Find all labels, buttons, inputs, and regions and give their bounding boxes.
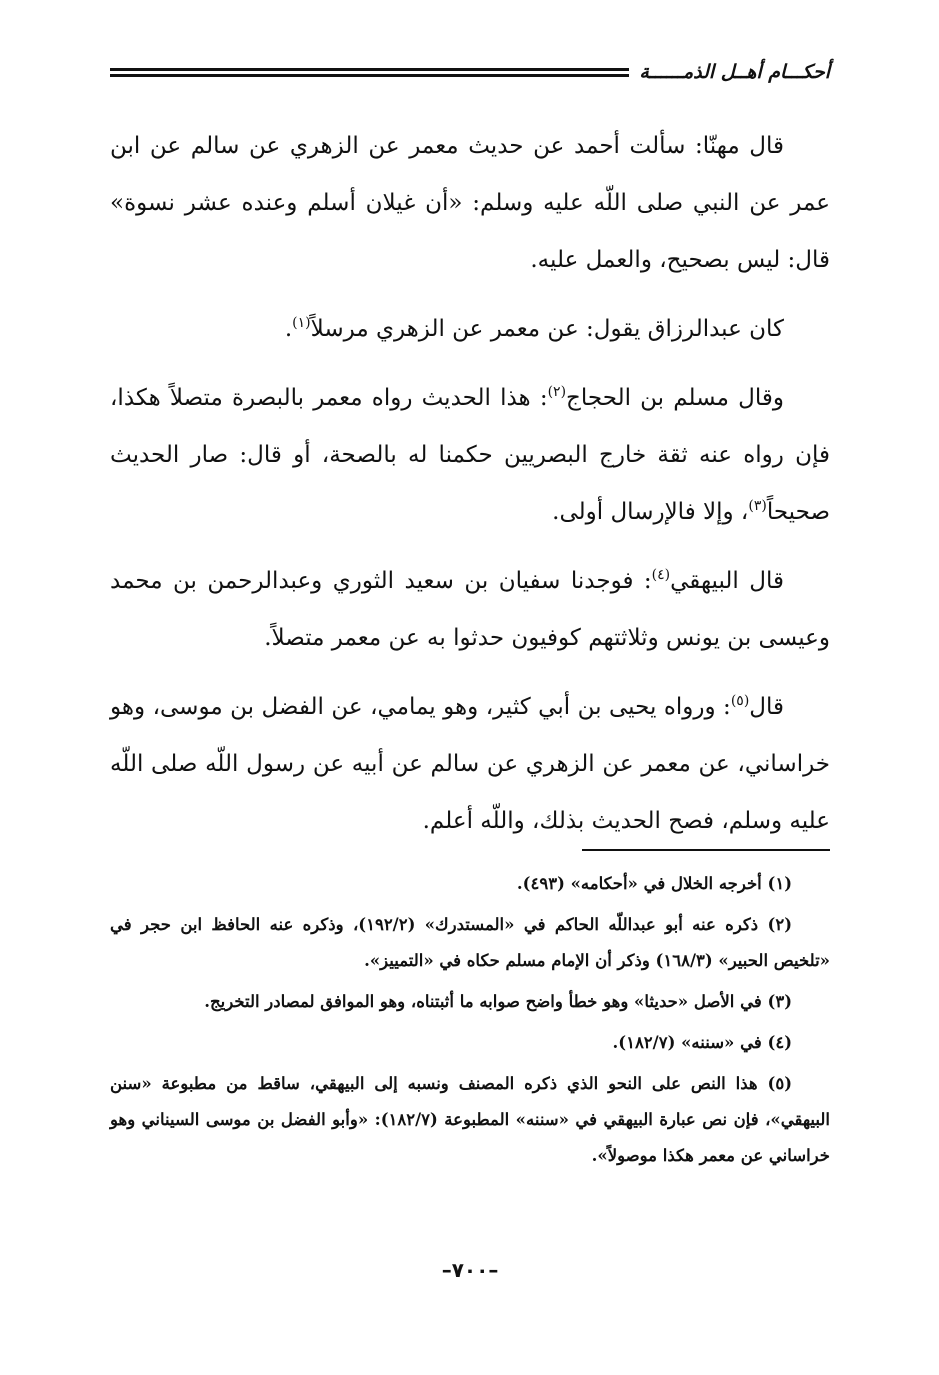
paragraph-3-middle: : هذا الحديث رواه معمر بالبصرة متصلاً هكذا، فإن رواه عنه ثقة خارج البصريين حكمنا له بالصحة، أو قال: صار الحديث صحيحاً [110, 385, 830, 525]
paragraph-3 [110, 370, 830, 541]
footnote-1: (١) أخرجه الخلال في «أحكامه» (٤٩٣). [516, 874, 792, 893]
footnote-separator [582, 849, 830, 851]
paragraph-2-text: كان عبدالرزاق يقول: عن معمر عن الزهري مرسلاً [310, 316, 784, 342]
footnote-ref-1[interactable]: (١) [292, 315, 311, 331]
book-page [110, 0, 830, 1375]
footnote-3: (٣) في الأصل «حديثا» وهو خطأ واضح صوابه ما أثبتناه، وهو الموافق لمصادر التخريج. [204, 992, 792, 1011]
running-header [110, 52, 830, 92]
paragraph-1 [110, 118, 830, 289]
paragraph-5-text: قال [749, 694, 784, 720]
paragraph-5 [110, 679, 830, 850]
paragraph-2-tail: . [284, 316, 293, 342]
page-number: –٧٠٠– [441, 1258, 499, 1282]
paragraph-3-text: وقال مسلم بن الحجاج [566, 385, 784, 411]
paragraph-4 [110, 553, 830, 667]
footnote-ref-3[interactable]: (٣) [748, 498, 767, 514]
paragraph-4-text: قال البيهقي [670, 568, 784, 594]
paragraph-1-text: قال مهنّا: سألت أحمد عن حديث معمر عن الزهري عن سالم عن ابن عمر عن النبي صلى اللّه عليه وسلم: «أن غيلان أسلم وعنده عشر نسوة» قال: ليس بصحيح، والعمل عليه. [110, 133, 830, 273]
footnotes [110, 866, 830, 1179]
header-double-rule [110, 68, 629, 77]
paragraph-2 [110, 301, 830, 358]
footnote-ref-2[interactable]: (٢) [547, 384, 567, 400]
running-header-title: أحكـــام أهــل الذمــــــة [639, 61, 830, 83]
footnote-ref-4[interactable]: (٤) [651, 567, 671, 583]
footnote-5: (٥) هذا النص على النحو الذي ذكره المصنف ونسبه إلى البيهقي، ساقط من مطبوعة «سنن البيهقي»، فإن نص عبارة البيهقي في «سننه» المطبوعة (١٨٢/٧): «وأبو الفضل بن موسى السيناني وهو خراساني عن معمر هكذا موصولاً». [110, 1074, 830, 1165]
footnote-4: (٤) في «سننه» (١٨٢/٧). [612, 1033, 792, 1052]
paragraph-5-tail: : ورواه يحيى بن أبي كثير، وهو يمامي، عن الفضل بن موسى، وهو خراساني، عن معمر عن الزهري عن سالم عن أبيه عن رسول اللّه صلى اللّه عليه وسلم، فصح الحديث بذلك، واللّه أعلم. [110, 694, 830, 834]
paragraph-4-tail: : فوجدنا سفيان بن سعيد الثوري وعبدالرحمن بن محمد وعيسى بن يونس وثلاثتهم كوفيون حدثوا به عن معمر متصلاً. [110, 568, 830, 651]
footnote-ref-5[interactable]: (٥) [730, 693, 750, 709]
footnote-2: (٢) ذكره عنه أبو عبداللّه الحاكم في «المستدرك» (١٩٢/٢)، وذكره عنه الحافظ ابن حجر في «تلخيص الحبير» (١٦٨/٣) وذكر أن الإمام مسلم حكاه في «التمييز». [110, 915, 830, 970]
main-text [110, 118, 830, 862]
paragraph-3-tail: ، وإلا فالإرسال أولى. [552, 499, 749, 525]
